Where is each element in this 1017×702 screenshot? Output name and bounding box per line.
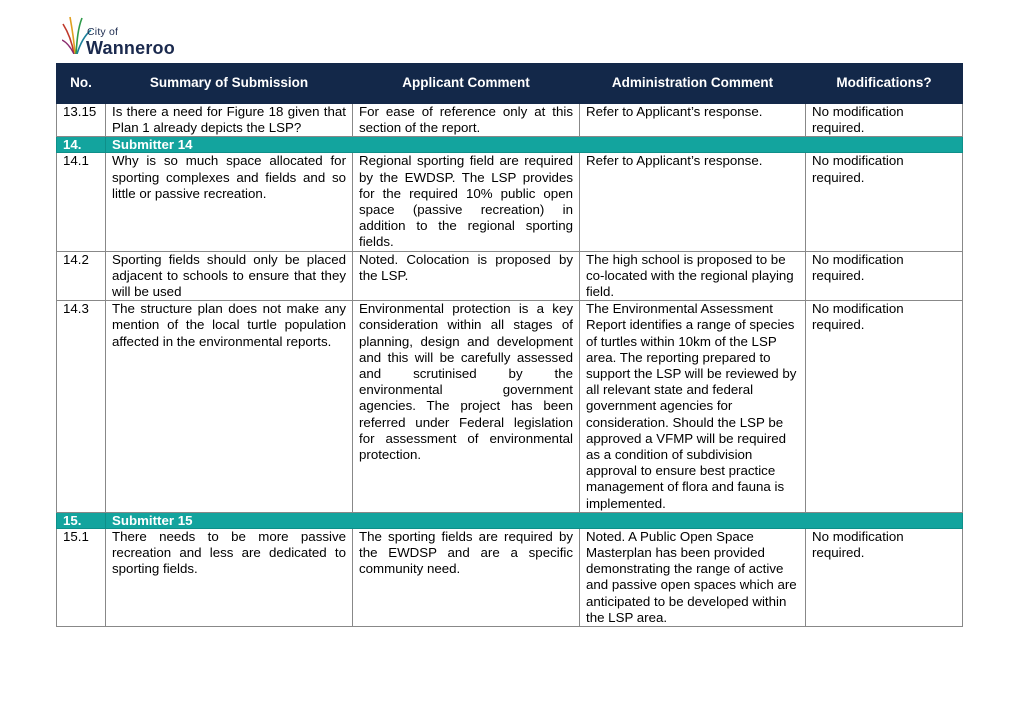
administration-comment-cell: Noted. A Public Open Space Masterplan has been provided demonstrating the range of active and passive open spaces which are anticipated to be developed within the LSP area. bbox=[580, 528, 806, 626]
administration-comment-cell: Refer to Applicant’s response. bbox=[580, 153, 806, 251]
header-modifications: Modifications? bbox=[806, 64, 963, 104]
row-number: 14.3 bbox=[57, 301, 106, 513]
table-row bbox=[57, 104, 963, 137]
summary-cell: Is there a need for Figure 18 given that Plan 1 already depicts the LSP? bbox=[106, 104, 353, 137]
submissions-table bbox=[56, 63, 963, 627]
table-header-row bbox=[57, 64, 963, 104]
summary-cell: There needs to be more passive recreation and less are dedicated to sporting fields. bbox=[106, 528, 353, 626]
summary-cell: Why is so much space allocated for sporting complexes and fields and so little or passive recreation. bbox=[106, 153, 353, 251]
modifications-cell: No modification required. bbox=[806, 251, 963, 301]
table-row bbox=[57, 301, 963, 513]
group-number: 15. bbox=[57, 512, 106, 528]
applicant-comment-cell: Environmental protection is a key consideration within all stages of planning, design and development and this will be carefully assessed and scrutinised by the environmental government agencies. The project has been referred under Federal legislation for assessment of environmental protection. bbox=[353, 301, 580, 513]
administration-comment-cell: Refer to Applicant’s response. bbox=[580, 104, 806, 137]
row-number: 14.2 bbox=[57, 251, 106, 301]
table-row bbox=[57, 528, 963, 626]
modifications-cell: No modification required. bbox=[806, 104, 963, 137]
logo-name-text: Wanneroo bbox=[86, 38, 175, 58]
group-label: Submitter 15 bbox=[106, 512, 963, 528]
submitter-group-row bbox=[57, 137, 963, 153]
row-number: 13.15 bbox=[57, 104, 106, 137]
group-label: Submitter 14 bbox=[106, 137, 963, 153]
group-number: 14. bbox=[57, 137, 106, 153]
header-applicant-comment: Applicant Comment bbox=[353, 64, 580, 104]
logo-city-text: City of bbox=[87, 26, 119, 38]
applicant-comment-cell: Noted. Colocation is proposed by the LSP. bbox=[353, 251, 580, 301]
row-number: 14.1 bbox=[57, 153, 106, 251]
header-administration-comment: Administration Comment bbox=[580, 64, 806, 104]
table-row bbox=[57, 251, 963, 301]
table-row bbox=[57, 153, 963, 251]
modifications-cell: No modification required. bbox=[806, 301, 963, 513]
city-of-wanneroo-logo bbox=[62, 14, 192, 60]
header-no: No. bbox=[57, 64, 106, 104]
administration-comment-cell: The high school is proposed to be co-located with the regional playing field. bbox=[580, 251, 806, 301]
applicant-comment-cell: Regional sporting field are required by the EWDSP. The LSP provides for the required 10% public open space (passive recreation) in addition to the regional sporting fields. bbox=[353, 153, 580, 251]
modifications-cell: No modification required. bbox=[806, 153, 963, 251]
administration-comment-cell: The Environmental Assessment Report identifies a range of species of turtles within 10km of the LSP area. The reporting prepared to support the LSP will be reviewed by all relevant state and federal government agencies for consideration. Should the LSP be approved a VFMP will be required as a condition of subdivision approval to ensure best practice management of flora and fauna is implemented. bbox=[580, 301, 806, 513]
applicant-comment-cell: For ease of reference only at this section of the report. bbox=[353, 104, 580, 137]
submitter-group-row bbox=[57, 512, 963, 528]
modifications-cell: No modification required. bbox=[806, 528, 963, 626]
summary-cell: The structure plan does not make any mention of the local turtle population affected in the environmental reports. bbox=[106, 301, 353, 513]
summary-cell: Sporting fields should only be placed adjacent to schools to ensure that they will be used bbox=[106, 251, 353, 301]
row-number: 15.1 bbox=[57, 528, 106, 626]
header-summary: Summary of Submission bbox=[106, 64, 353, 104]
applicant-comment-cell: The sporting fields are required by the EWDSP and are a specific community need. bbox=[353, 528, 580, 626]
